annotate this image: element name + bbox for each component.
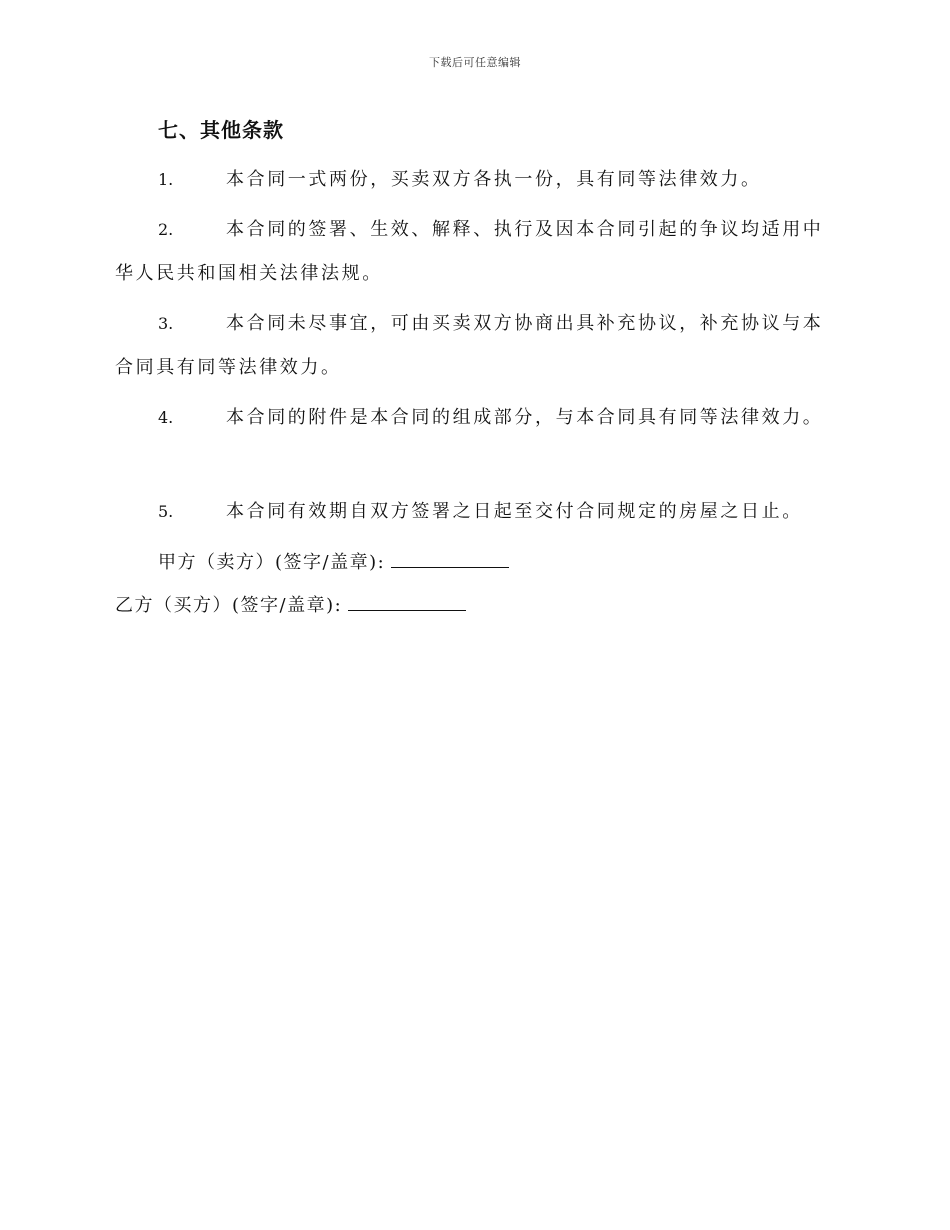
signature-label-party-b: 乙方（买方）(签字/盖章): bbox=[115, 595, 343, 616]
section-title: 七、其他条款 bbox=[158, 118, 284, 142]
signature-line-party-b[interactable] bbox=[348, 592, 466, 611]
signature-party-a bbox=[158, 548, 509, 578]
clause-text: 本合同的附件是本合同的组成部分，与本合同具有同等法律效力。 bbox=[226, 407, 824, 428]
clause-1 bbox=[115, 158, 835, 202]
clause-text: 本合同未尽事宜，可由买卖双方协商出具补充协议，补充协议与本合同具有同等法律效力。 bbox=[115, 313, 824, 378]
clause-5 bbox=[115, 490, 835, 534]
clause-text: 本合同有效期自双方签署之日起至交付合同规定的房屋之日止。 bbox=[226, 501, 803, 522]
clause-3 bbox=[115, 302, 835, 390]
clause-text: 本合同的签署、生效、解释、执行及因本合同引起的争议均适用中华人民共和国相关法律法规。 bbox=[115, 219, 824, 284]
clause-number: 5. bbox=[158, 502, 174, 521]
clause-number: 2. bbox=[158, 220, 174, 239]
clause-text: 本合同一式两份，买卖双方各执一份，具有同等法律效力。 bbox=[226, 169, 762, 190]
header-note: 下载后可任意编辑 bbox=[429, 56, 521, 69]
signature-party-b bbox=[115, 591, 466, 621]
signature-label-party-a: 甲方（卖方）(签字/盖章): bbox=[158, 552, 386, 573]
clause-number: 3. bbox=[158, 314, 174, 333]
clause-number: 1. bbox=[158, 170, 174, 189]
signature-line-party-a[interactable] bbox=[391, 549, 509, 568]
clause-4 bbox=[115, 396, 835, 440]
clause-2 bbox=[115, 208, 835, 296]
clause-number: 4. bbox=[158, 408, 174, 427]
